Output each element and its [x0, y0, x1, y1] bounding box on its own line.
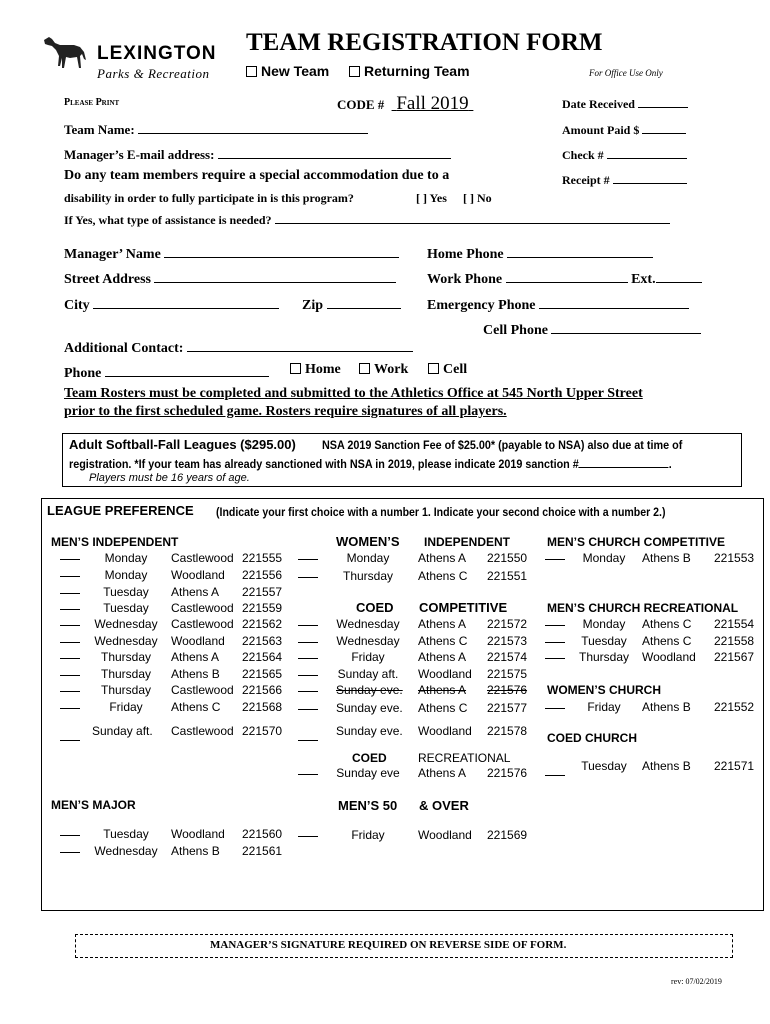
- org-name: LEXINGTON: [97, 43, 217, 64]
- home-phone-field[interactable]: [427, 243, 653, 263]
- mens-church-recreational-title: MEN’S CHURCH RECREATIONAL: [547, 601, 739, 615]
- choice-blank[interactable]: [298, 836, 318, 837]
- home-label: Home: [305, 362, 341, 377]
- league-location: Woodland: [171, 827, 225, 841]
- zip-field[interactable]: [302, 294, 401, 314]
- league-code: 221559: [242, 601, 283, 615]
- league-location: Castlewood: [171, 617, 234, 631]
- league-code: 221561: [242, 844, 283, 858]
- league-location: Athens C: [418, 634, 468, 648]
- form-title: TEAM REGISTRATION FORM: [246, 29, 603, 56]
- league-location: Athens B: [642, 551, 691, 565]
- league-day: Monday: [582, 617, 626, 631]
- choice-blank[interactable]: [545, 775, 565, 776]
- emergency-phone-field[interactable]: [427, 294, 689, 314]
- league-day: Thursday: [578, 650, 630, 664]
- city-label: City: [64, 298, 90, 313]
- assistance-field[interactable]: [64, 211, 670, 228]
- sanction-number-input[interactable]: [579, 455, 669, 468]
- date-received-label: Date Received: [562, 97, 635, 111]
- league-code: 221557: [242, 585, 283, 599]
- amount-paid-label: Amount Paid $: [562, 123, 640, 137]
- choice-blank[interactable]: [298, 642, 318, 643]
- additional-contact-field[interactable]: [64, 337, 413, 357]
- choice-blank[interactable]: [60, 559, 80, 560]
- code-value: Fall 2019: [396, 93, 469, 114]
- choice-blank[interactable]: [298, 577, 318, 578]
- cell-phone-label: Cell Phone: [483, 323, 548, 338]
- accommodation-question: Do any team members require a special accommodation due to a: [64, 168, 450, 183]
- returning-team-option[interactable]: [349, 63, 470, 79]
- league-location: Castlewood: [171, 683, 234, 697]
- league-day: Wednesday: [336, 617, 400, 631]
- choice-blank[interactable]: [298, 559, 318, 560]
- phone-type-home[interactable]: [290, 362, 341, 378]
- league-day: Tuesday: [103, 585, 149, 599]
- cell-checkbox[interactable]: [428, 363, 439, 374]
- league-code: 221563: [242, 634, 283, 648]
- league-day: Friday: [351, 650, 385, 664]
- league-code: 221552: [714, 700, 755, 714]
- league-location: Woodland: [418, 828, 472, 842]
- work-phone-label: Work Phone: [427, 272, 503, 287]
- league-code: 221573: [487, 634, 528, 648]
- returning-team-label: Returning Team: [364, 63, 470, 79]
- assistance-label: If Yes, what type of assistance is needed?: [64, 213, 272, 227]
- league-code: 221558: [714, 634, 755, 648]
- league-location: Athens A: [418, 766, 467, 780]
- home-phone-label: Home Phone: [427, 247, 504, 262]
- league-location: Athens A: [418, 650, 467, 664]
- coed-recreational-title-a: COED: [352, 751, 387, 765]
- mens-independent-title: MEN’S INDEPENDENT: [51, 535, 179, 549]
- choice-blank[interactable]: [545, 642, 565, 643]
- code-label: CODE #: [337, 97, 385, 112]
- manager-name-field[interactable]: [64, 243, 399, 263]
- league-day: Thursday: [100, 667, 152, 681]
- office-use-title: For Office Use Only: [589, 68, 663, 78]
- work-checkbox[interactable]: [359, 363, 370, 374]
- choice-blank[interactable]: [60, 852, 80, 853]
- coed-church-title: COED CHURCH: [547, 731, 637, 745]
- league-code: 221555: [242, 551, 283, 565]
- league-location: Athens C: [642, 634, 692, 648]
- league-day: Thursday: [100, 683, 152, 697]
- work-label: Work: [374, 362, 409, 377]
- league-day: Wednesday: [94, 634, 158, 648]
- choice-blank[interactable]: [60, 593, 80, 594]
- street-address-field[interactable]: [64, 268, 396, 288]
- league-location: Castlewood: [171, 601, 234, 615]
- league-day: Sunday eve.: [336, 724, 403, 738]
- league-code: 221574: [487, 650, 528, 664]
- choice-blank[interactable]: [298, 709, 318, 710]
- league-location: Castlewood: [171, 724, 234, 738]
- coed-recreational-title-b: RECREATIONAL: [418, 751, 511, 765]
- league-day: Friday: [109, 700, 143, 714]
- coed-competitive-title-a: COED: [356, 600, 394, 615]
- league-day: Tuesday: [103, 601, 149, 615]
- league-day: Sunday aft.: [337, 667, 399, 681]
- choice-blank[interactable]: [60, 658, 80, 659]
- league-code: 221572: [487, 617, 528, 631]
- please-print: Please Print: [64, 97, 120, 108]
- league-location: Athens B: [171, 667, 220, 681]
- new-team-checkbox[interactable]: [246, 66, 257, 77]
- code-field: [337, 93, 473, 115]
- choice-blank[interactable]: [298, 625, 318, 626]
- league-location: Athens C: [418, 701, 468, 715]
- league-day: Wednesday: [94, 617, 158, 631]
- league-code: 221567: [714, 650, 755, 664]
- horse-logo-icon: [40, 34, 90, 74]
- coed-competitive-title-b: COMPETITIVE: [419, 600, 508, 615]
- choice-blank[interactable]: [60, 609, 80, 610]
- league-location: Woodland: [171, 568, 225, 582]
- womens-independent-title-b: INDEPENDENT: [424, 535, 511, 549]
- league-location: Athens B: [642, 759, 691, 773]
- choice-blank[interactable]: [60, 708, 80, 709]
- league-day: Friday: [351, 828, 385, 842]
- league-location: Athens B: [642, 700, 691, 714]
- receipt-label: Receipt #: [562, 173, 610, 187]
- manager-name-label: Manager’ Name: [64, 247, 161, 262]
- league-code: 221562: [242, 617, 283, 631]
- sanction-fee: NSA 2019 Sanction Fee of $25.00* (payable to NSA) also due at time of: [322, 438, 683, 452]
- league-day: Wednesday: [94, 844, 158, 858]
- league-location: Athens B: [171, 844, 220, 858]
- choice-blank[interactable]: [545, 708, 565, 709]
- league-location: Athens C: [642, 617, 692, 631]
- league-instruction: (Indicate your first choice with a number 1. Indicate your second choice with a number 2.): [216, 505, 666, 519]
- league-code: 221565: [242, 667, 283, 681]
- street-address-label: Street Address: [64, 272, 151, 287]
- additional-phone-field[interactable]: [64, 362, 269, 382]
- league-day: Tuesday: [103, 827, 149, 841]
- womens-independent-title-a: WOMEN’S: [336, 534, 400, 549]
- amount-paid-field[interactable]: [562, 121, 686, 138]
- league-preference-heading: LEAGUE PREFERENCE: [47, 503, 194, 518]
- league-code: 221571: [714, 759, 755, 773]
- roster-note-line2: prior to the first scheduled game. Rosters require signatures of all players.: [64, 404, 507, 419]
- league-code: 221553: [714, 551, 755, 565]
- choice-blank[interactable]: [545, 625, 565, 626]
- league-day: Sunday eve.: [336, 683, 403, 697]
- choice-blank[interactable]: [545, 658, 565, 659]
- league-location: Woodland: [642, 650, 696, 664]
- phone-type-cell[interactable]: [428, 362, 467, 378]
- league-location: Athens A: [418, 617, 467, 631]
- ext-label: Ext.: [631, 272, 656, 287]
- accommodation-no[interactable]: [ ] No: [463, 191, 492, 205]
- cell-phone-field[interactable]: [483, 319, 701, 339]
- womens-church-title: WOMEN’S CHURCH: [547, 683, 661, 697]
- manager-email-field[interactable]: [64, 145, 451, 163]
- league-location: Athens C: [418, 569, 468, 583]
- revision-date: rev: 07/02/2019: [671, 977, 722, 986]
- league-day: Tuesday: [581, 759, 627, 773]
- choice-blank[interactable]: [60, 740, 80, 741]
- league-code: 221566: [242, 683, 283, 697]
- receipt-field[interactable]: [562, 171, 687, 188]
- league-code: 221554: [714, 617, 755, 631]
- home-checkbox[interactable]: [290, 363, 301, 374]
- choice-blank[interactable]: [298, 740, 318, 741]
- city-field[interactable]: [64, 294, 279, 314]
- league-day: Thursday: [342, 569, 394, 583]
- league-location: Athens A: [418, 683, 467, 697]
- cell-label: Cell: [443, 362, 468, 377]
- additional-contact-label: Additional Contact:: [64, 341, 184, 356]
- league-code: 221575: [487, 667, 528, 681]
- choice-blank[interactable]: [298, 675, 318, 676]
- phone-label: Phone: [64, 366, 102, 381]
- sanction-note: registration. *If your team has already sanctioned with NSA in 2019, please indicate 2019 sanction # .: [69, 457, 672, 471]
- league-location: Athens A: [418, 551, 467, 565]
- choice-blank[interactable]: [60, 691, 80, 692]
- mens-church-competitive-title: MEN’S CHURCH COMPETITIVE: [547, 535, 726, 549]
- league-location: Castlewood: [171, 551, 234, 565]
- league-code: 221564: [242, 650, 283, 664]
- age-requirement: Players must be 16 years of age.: [89, 472, 250, 484]
- league-code: 221578: [487, 724, 528, 738]
- team-name-label: Team Name:: [64, 122, 135, 137]
- choice-blank[interactable]: [298, 774, 318, 775]
- mens-major-title: MEN’S MAJOR: [51, 798, 136, 812]
- choice-blank[interactable]: [298, 658, 318, 659]
- roster-note-line1: Team Rosters must be completed and submitted to the Athletics Office at 545 North Upper Street: [64, 386, 643, 401]
- league-code: 221577: [487, 701, 528, 715]
- league-day: Wednesday: [336, 634, 400, 648]
- league-code: 221576: [487, 683, 528, 697]
- choice-blank[interactable]: [60, 675, 80, 676]
- league-day: Tuesday: [581, 634, 627, 648]
- date-received-field[interactable]: [562, 95, 688, 112]
- check-field[interactable]: [562, 146, 687, 163]
- league-code: 221560: [242, 827, 283, 841]
- league-day: Monday: [582, 551, 626, 565]
- mens-50-title-a: MEN’S 50: [338, 798, 398, 813]
- league-location: Athens A: [171, 650, 220, 664]
- league-day: Monday: [346, 551, 390, 565]
- choice-blank[interactable]: [298, 691, 318, 692]
- new-team-option[interactable]: [246, 63, 329, 79]
- work-phone-field[interactable]: [427, 268, 702, 288]
- league-code: 221576: [487, 766, 528, 780]
- league-code: 221568: [242, 700, 283, 714]
- league-location: Athens C: [171, 700, 221, 714]
- league-location: Woodland: [171, 634, 225, 648]
- mens-50-title-b: & OVER: [419, 798, 469, 813]
- manager-email-label: Manager’s E-mail address:: [64, 147, 215, 162]
- choice-blank[interactable]: [60, 642, 80, 643]
- league-day: Monday: [104, 568, 148, 582]
- league-code: 221556: [242, 568, 283, 582]
- league-code: 221570: [242, 724, 283, 738]
- accommodation-question-2: disability in order to fully participate in is this program?: [64, 191, 354, 205]
- league-code: 221569: [487, 828, 528, 842]
- league-code: 221550: [487, 551, 528, 565]
- check-label: Check #: [562, 148, 604, 162]
- adult-softball-title: Adult Softball-Fall Leagues ($295.00): [69, 437, 296, 452]
- league-location: Athens A: [171, 585, 220, 599]
- league-day: Thursday: [100, 650, 152, 664]
- sanction-note-text: registration. *If your team has already sanctioned with NSA in 2019, please indicate 2019 sanction #: [69, 457, 579, 471]
- phone-type-work[interactable]: [359, 362, 408, 378]
- team-name-field[interactable]: [64, 120, 368, 138]
- league-code: 221551: [487, 569, 528, 583]
- league-day: Sunday eve.: [336, 701, 403, 715]
- league-day: Monday: [104, 551, 148, 565]
- league-day: Sunday eve: [336, 766, 400, 780]
- zip-label: Zip: [302, 298, 324, 313]
- new-team-label: New Team: [261, 63, 330, 79]
- choice-blank[interactable]: [60, 625, 80, 626]
- returning-team-checkbox[interactable]: [349, 66, 360, 77]
- league-location: Woodland: [418, 724, 472, 738]
- choice-blank[interactable]: [545, 559, 565, 560]
- league-day: Friday: [587, 700, 621, 714]
- league-day: Sunday aft.: [92, 724, 153, 738]
- choice-blank[interactable]: [60, 576, 80, 577]
- signature-note: MANAGER’S SIGNATURE REQUIRED ON REVERSE SIDE OF FORM.: [210, 939, 567, 951]
- emergency-phone-label: Emergency Phone: [427, 298, 536, 313]
- league-location: Woodland: [418, 667, 472, 681]
- org-subtitle: Parks & Recreation: [97, 66, 210, 81]
- accommodation-yes[interactable]: [ ] Yes: [416, 191, 447, 205]
- choice-blank[interactable]: [60, 835, 80, 836]
